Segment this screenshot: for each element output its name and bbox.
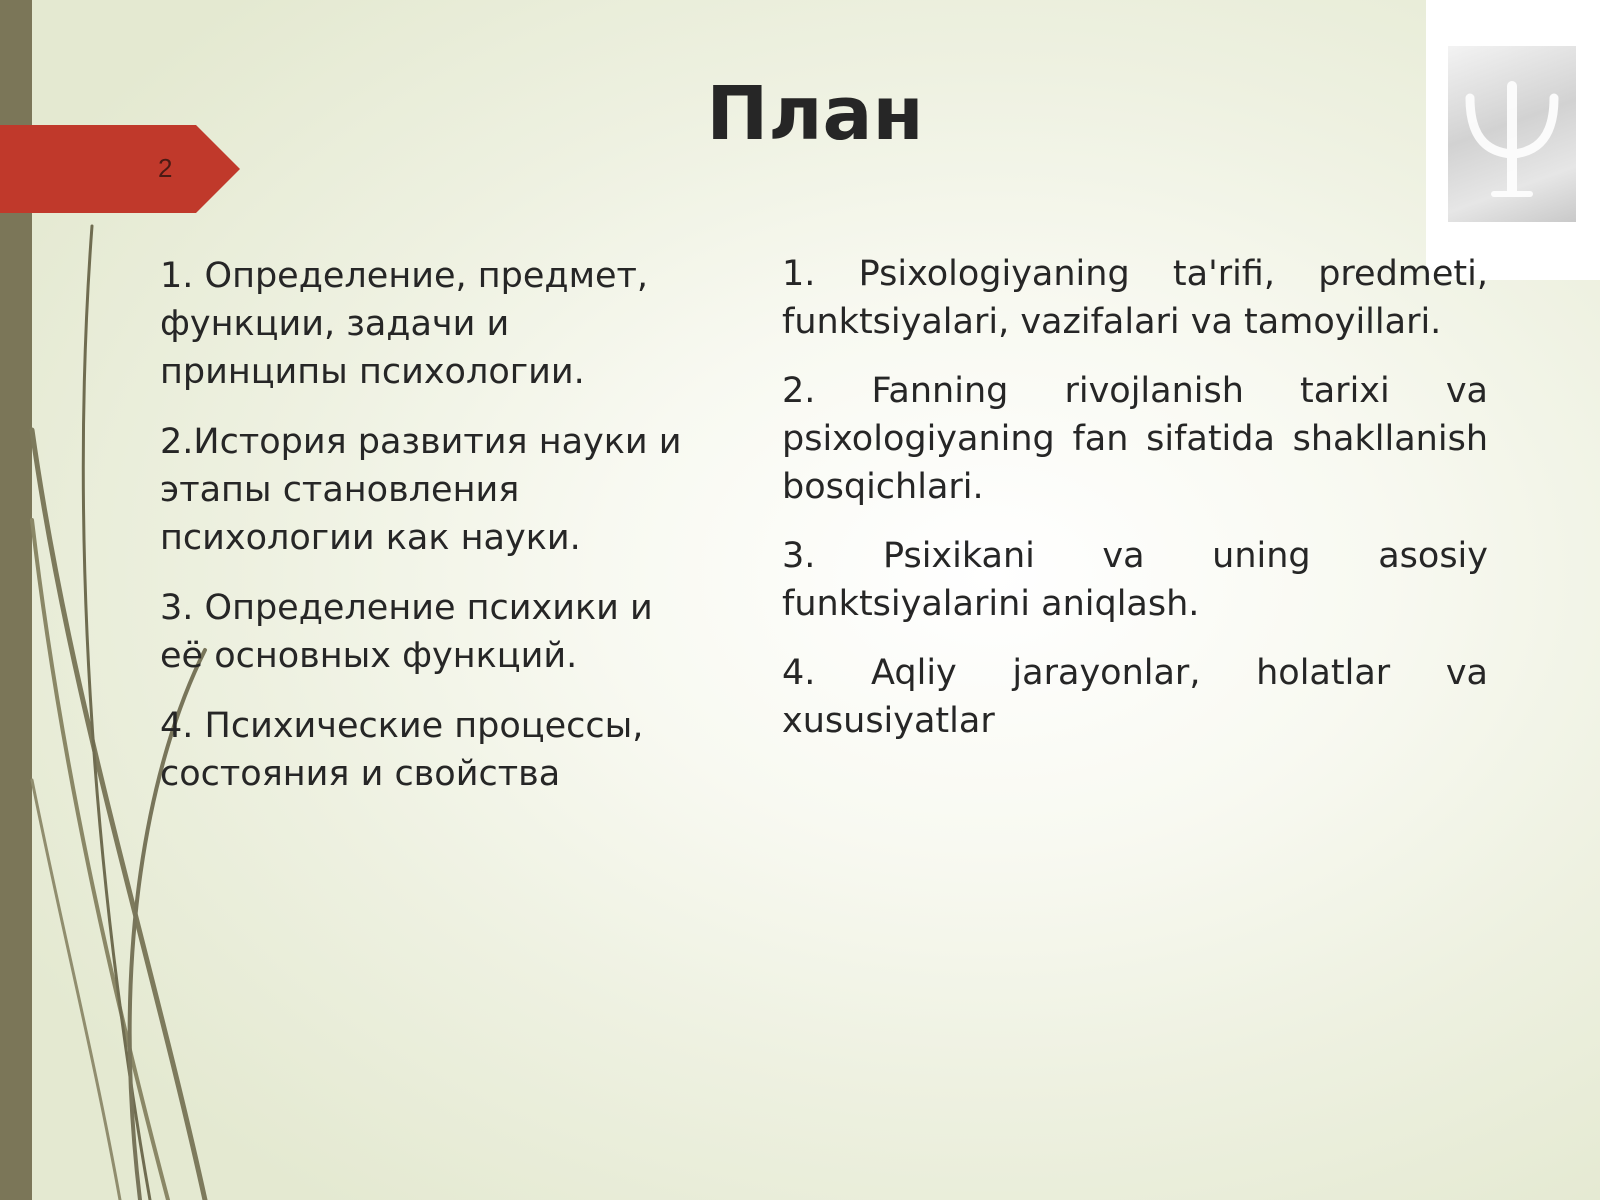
- logo-panel: [1426, 0, 1600, 280]
- plan-uzbek: [782, 250, 1488, 766]
- plan-uz-item-4: 4. Aqliy jarayonlar, holatlar va xususiyatlar: [782, 653, 1488, 741]
- psi-logo: [1448, 46, 1576, 222]
- slide-number: 2: [158, 153, 173, 183]
- psi-icon: [1448, 46, 1576, 222]
- plan-ru-item-4: 4. Психические процессы, состояния и свойства: [160, 706, 644, 794]
- plan-russian: [160, 252, 700, 820]
- plan-ru-item-3: 3. Определение психики и её основных функций.: [160, 588, 653, 676]
- plan-uz-item-2: 2. Fanning rivojlanish tarixi va psixologiyaning fan sifatida shakllanish bosqichlari.: [782, 371, 1488, 507]
- plan-ru-item-1: 1. Определение, предмет, функции, задачи и принципы психологии.: [160, 256, 649, 392]
- plan-uz-item-1: 1. Psixologiyaning ta'rifi, predmeti, funktsiyalari, vazifalari va tamoyillari.: [782, 254, 1488, 342]
- plan-uz-item-3: 3. Psixikani va uning asosiy funktsiyalarini aniqlash.: [782, 536, 1488, 624]
- slide-title: План: [706, 71, 924, 157]
- plan-ru-item-2: 2.История развития науки и этапы становления психологии как науки.: [160, 422, 682, 558]
